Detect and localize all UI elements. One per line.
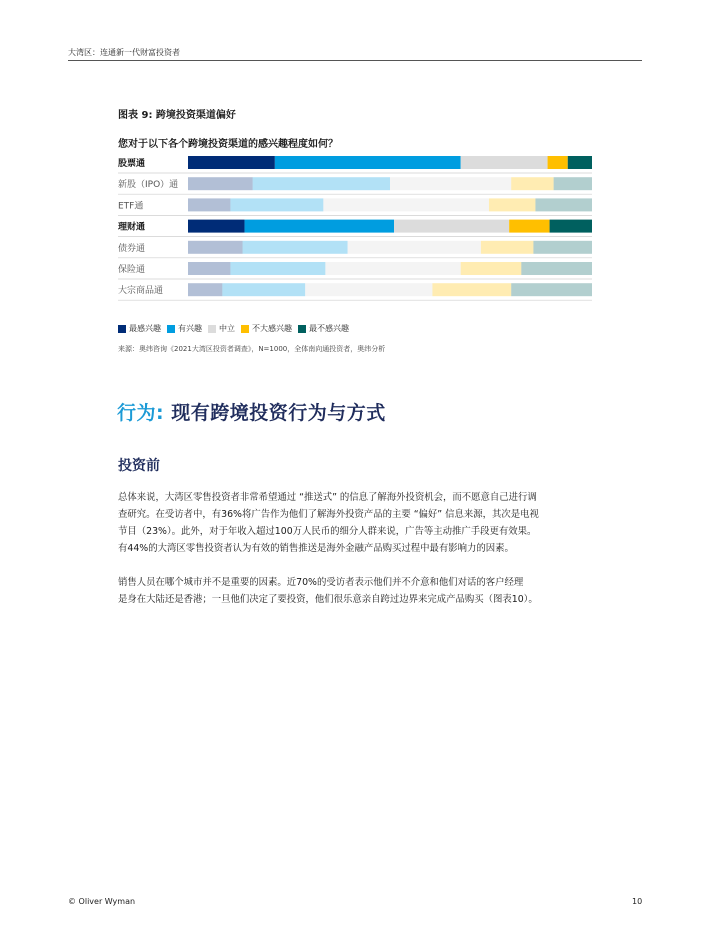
bar-segment bbox=[511, 283, 592, 296]
bar-segment bbox=[188, 241, 243, 254]
legend-label: 不大感兴趣 bbox=[252, 324, 292, 333]
footer-copyright: © Oliver Wyman bbox=[68, 897, 136, 906]
bar-segment bbox=[489, 198, 535, 211]
legend-swatch bbox=[241, 325, 249, 333]
header-rule bbox=[68, 60, 642, 61]
bar-segment bbox=[461, 262, 522, 275]
bar-segment bbox=[275, 156, 461, 169]
legend-item bbox=[208, 323, 235, 334]
bar-segment bbox=[323, 198, 489, 211]
section-title-accent: 行为: bbox=[117, 402, 165, 424]
paragraph-line: 销售人员在哪个城市并不是重要的因素。近70%的受访者表示他们并不介意和他们对话的客户经理 bbox=[118, 577, 524, 588]
bar-segment bbox=[432, 283, 511, 296]
legend-swatch bbox=[208, 325, 216, 333]
legend-item bbox=[298, 323, 349, 334]
category-label: ETF通 bbox=[118, 201, 144, 212]
category-label: 理财通 bbox=[118, 222, 146, 233]
body-paragraph-1 bbox=[118, 489, 598, 557]
bar-segment bbox=[348, 241, 481, 254]
legend-label: 最感兴趣 bbox=[129, 324, 161, 333]
bar-segment bbox=[390, 177, 511, 190]
paragraph-line: 节目（23%）。此外，对于年收入超过100万人民币的细分人群来说，广告等主动推广手段更有效果。 bbox=[118, 526, 537, 537]
legend-item bbox=[118, 323, 161, 334]
bar-segment bbox=[548, 156, 568, 169]
bar-segment bbox=[245, 220, 394, 233]
bar-segment bbox=[305, 283, 432, 296]
paragraph-line: 有44%的大湾区零售投资者认为有效的销售推送是海外金融产品购买过程中最有影响力的因素。 bbox=[118, 543, 514, 554]
running-header: 大湾区：连通新一代财富投资者 bbox=[68, 48, 180, 57]
legend-label: 中立 bbox=[219, 324, 235, 333]
bar-segment bbox=[325, 262, 460, 275]
legend-label: 有兴趣 bbox=[178, 324, 202, 333]
bar-segment bbox=[188, 262, 230, 275]
legend-label: 最不感兴趣 bbox=[309, 324, 349, 333]
stacked-bar-chart bbox=[118, 156, 594, 306]
bar-segment bbox=[222, 283, 305, 296]
bar-segment bbox=[188, 283, 222, 296]
bar-segment bbox=[188, 156, 275, 169]
bar-segment bbox=[554, 177, 592, 190]
bar-segment bbox=[188, 177, 253, 190]
bar-segment bbox=[394, 220, 509, 233]
page-number: 10 bbox=[632, 897, 643, 906]
chart-question: 您对于以下各个跨境投资渠道的感兴趣程度如何？ bbox=[118, 139, 338, 150]
bar-segment bbox=[535, 198, 592, 211]
bar-segment bbox=[481, 241, 534, 254]
legend-swatch bbox=[167, 325, 175, 333]
section-title-text: 现有跨境投资行为与方式 bbox=[164, 402, 386, 424]
figure-title: 图表 9: 跨境投资渠道偏好 bbox=[118, 110, 236, 121]
bar-segment bbox=[568, 156, 592, 169]
bar-segment bbox=[188, 198, 230, 211]
bar-segment bbox=[243, 241, 348, 254]
bar-segment bbox=[550, 220, 592, 233]
category-label: 新股（IPO）通 bbox=[118, 180, 179, 191]
bar-segment bbox=[253, 177, 390, 190]
bar-segment bbox=[509, 220, 549, 233]
bar-segment bbox=[230, 198, 323, 211]
category-label: 股票通 bbox=[118, 159, 146, 169]
figure-source: 来源：奥纬咨询《2021大湾区投资者调查》，N=1000，全体南向通投资者，奥纬分析 bbox=[118, 345, 386, 353]
bar-segment bbox=[230, 262, 325, 275]
legend-item bbox=[241, 323, 292, 334]
category-label: 保险通 bbox=[118, 265, 146, 275]
bar-segment bbox=[521, 262, 592, 275]
body-paragraph-2 bbox=[118, 574, 598, 608]
paragraph-line: 是身在大陆还是香港；一旦他们决定了要投资，他们很乐意亲自跨过边界来完成产品购买（图表10）。 bbox=[118, 594, 538, 605]
legend-swatch bbox=[298, 325, 306, 333]
category-label: 大宗商品通 bbox=[118, 286, 164, 297]
bar-segment bbox=[533, 241, 592, 254]
bar-segment bbox=[511, 177, 553, 190]
paragraph-line: 查研究。在受访者中，有36%将广告作为他们了解海外投资产品的主要 “偏好” 信息来源，其次是电视 bbox=[118, 509, 539, 520]
legend-item bbox=[167, 323, 202, 334]
chart-legend bbox=[118, 323, 355, 334]
section-title bbox=[117, 398, 386, 425]
bar-segment bbox=[461, 156, 548, 169]
paragraph-line: 总体来说，大湾区零售投资者非常希望通过 “推送式” 的信息了解海外投资机会，而不愿意自己进行调 bbox=[118, 492, 537, 503]
bar-segment bbox=[188, 220, 245, 233]
category-label: 债券通 bbox=[118, 243, 146, 254]
subsection-title: 投资前 bbox=[118, 458, 160, 474]
legend-swatch bbox=[118, 325, 126, 333]
